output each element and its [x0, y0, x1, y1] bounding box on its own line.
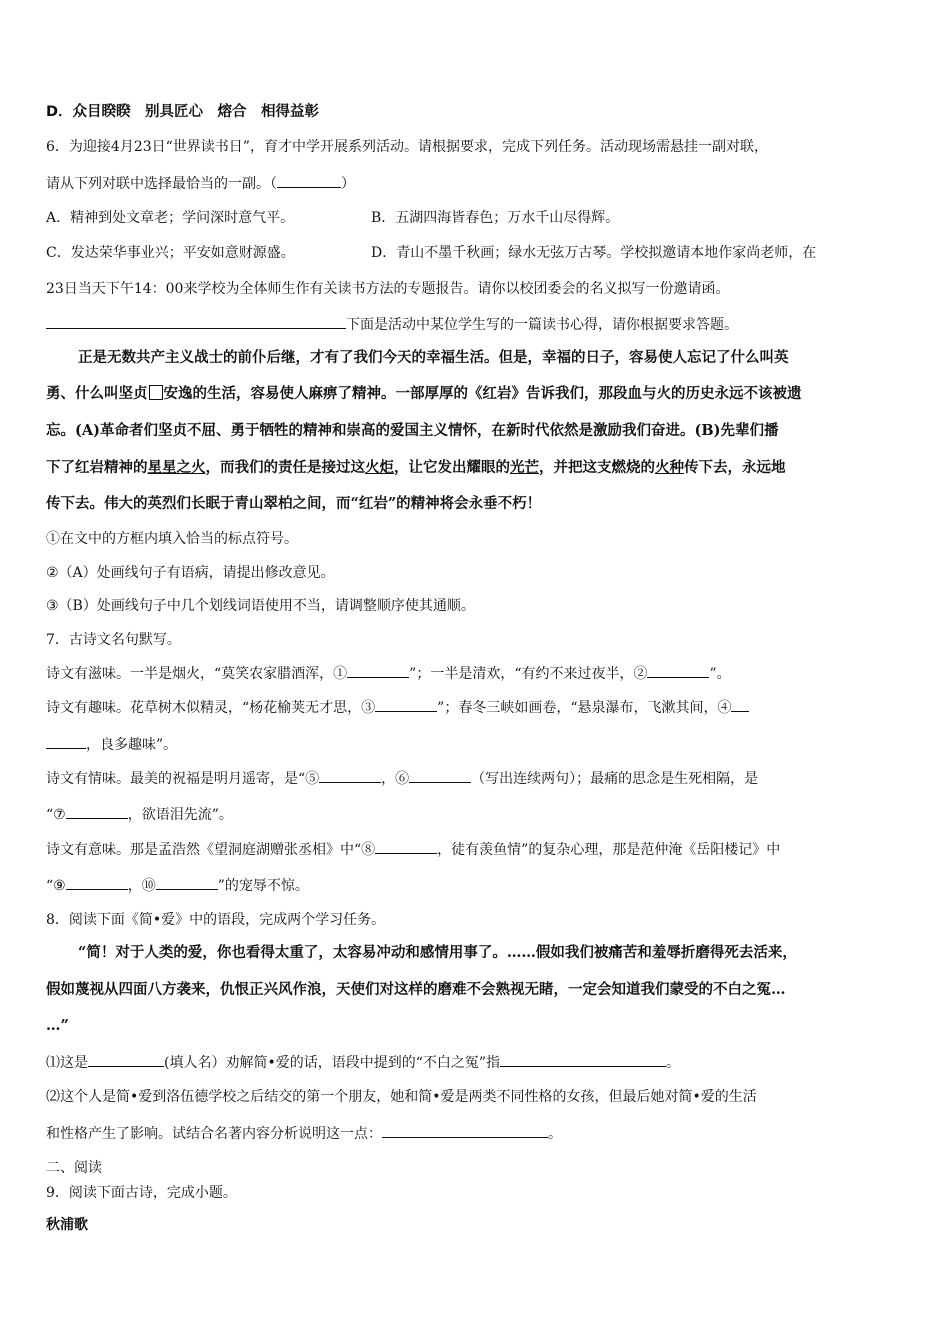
q8-task-1	[46, 1052, 680, 1073]
q7-text: 诗文有滋味。一半是烟火，“莫笑农家腊酒浑，①	[46, 666, 348, 682]
poem-title: 秋浦歌	[46, 1217, 88, 1233]
q7-text: ，徒有羡鱼情”的复杂心理，那是范仲淹《岳阳楼记》中	[437, 842, 781, 858]
underlined-word: 光芒	[510, 459, 539, 476]
essay-text: 安逸的生活，容易使人麻痹了精神。一部厚厚的《红岩》告诉我们，那段血与火的历史永远不该被遗	[163, 385, 802, 402]
q8-text: (填人名）劝解简•爱的话，语段中提到的“不白之冤”指	[164, 1055, 501, 1071]
question-9-title: 9．阅读下面古诗，完成小题。	[46, 1185, 237, 1201]
task-3: ③（B）处画线句子中几个划线词语使用不当，请调整顺序使其通顺。	[46, 598, 475, 614]
answer-blank[interactable]	[277, 173, 341, 188]
q7-text: ，良多趣味”。	[86, 737, 178, 753]
punctuation-box[interactable]	[149, 385, 163, 400]
q6-option-d: D．青山不墨千秋画；绿水无弦万古琴。学校拟邀请本地作家尚老师，在	[371, 245, 817, 261]
q7-text: ，⑩	[127, 878, 156, 894]
q6-choose-close: ）	[341, 176, 355, 192]
q7-line-1	[46, 663, 731, 684]
q6-invitation-task: 23日当天下午14：00来学校为全体师生作有关读书方法的专题报告。请你以校团委会的名义拟写一份邀请函。	[46, 281, 730, 297]
q8-task-2: ⑵这个人是简•爱到洛伍德学校之后结交的第一个朋友，她和简•爱是两类不同性格的女孩，但最后她对简•爱的生活	[46, 1089, 757, 1105]
option-d-text: D．众目睽睽 别具匠心 熔合 相得益彰	[46, 104, 320, 120]
question-7-title: 7．古诗文名句默写。	[46, 632, 181, 648]
answer-blank[interactable]	[66, 875, 128, 890]
q6-reading-intro-text: 下面是活动中某位学生写的一篇读书心得，请你根据要求答题。	[346, 317, 738, 333]
q8-text: 。	[666, 1055, 681, 1071]
essay-text: ，而我们的责任是接过这	[205, 459, 365, 476]
q8-text: 。	[548, 1126, 562, 1142]
q7-text: ”；春冬三峡如画卷，“悬泉瀑布，飞漱其间，④	[437, 700, 732, 716]
essay-para-2	[46, 384, 802, 404]
section-2-heading: 二、阅读	[46, 1160, 102, 1176]
q6-option-b: B．五湖四海皆春色；万水千山尽得辉。	[371, 210, 620, 226]
question-6-stem: 6．为迎接4月23日“世界读书日”，育才中学开展系列活动。请根据要求，完成下列任务。活动现场需悬挂一副对联，	[46, 139, 768, 155]
underlined-word: 火炬	[365, 459, 394, 476]
q8-task-2-cont	[46, 1123, 562, 1144]
jane-eyre-excerpt-3: …”	[46, 1017, 69, 1034]
answer-blank[interactable]	[382, 1123, 548, 1138]
answer-blank[interactable]	[409, 768, 471, 783]
essay-para-4	[46, 458, 786, 478]
answer-blank[interactable]	[88, 1052, 164, 1067]
q7-line-6	[46, 839, 780, 860]
answer-blank[interactable]	[647, 663, 709, 678]
option-d-line	[46, 102, 319, 122]
jane-eyre-excerpt-2: 假如蔑视从四面八方袭来，仇恨正兴风作浪，天使们对这样的磨难不会熟视无睹，一定会知道我们蒙受的不白之冤…	[46, 981, 786, 998]
answer-blank[interactable]	[375, 697, 437, 712]
underlined-word: 火种	[655, 459, 684, 476]
q7-text: ，欲语泪先流”。	[127, 807, 233, 823]
essay-para-3: 忘。(A)革命者们坚贞不屈、勇于牺牲的精神和崇高的爱国主义情怀，在新时代依然是激励我们奋进。(B)先辈们播	[46, 422, 779, 439]
essay-para-5: 传下去。伟大的英烈们长眠于青山翠柏之间，而“红岩”的精神将会永垂不朽！	[46, 495, 542, 512]
essay-para-1: 正是无数共产主义战士的前仆后继，才有了我们今天的幸福生活。但是，幸福的日子，容易使人忘记了什么叫英	[78, 349, 789, 366]
q8-text: 和性格产生了影响。试结合名著内容分析说明这一点：	[46, 1126, 382, 1142]
task-1: ①在文中的方框内填入恰当的标点符号。	[46, 531, 298, 547]
answer-blank[interactable]	[500, 1052, 666, 1067]
q6-option-a: A．精神到处文章老；学问深时意气平。	[46, 210, 295, 226]
essay-text: ，让它发出耀眼的	[394, 459, 510, 476]
q7-line-7	[46, 875, 309, 896]
q7-text: ，⑥	[381, 771, 410, 787]
essay-text: 传下去，永远地	[684, 459, 786, 476]
jane-eyre-excerpt-1: “简！对于人类的爱，你也看得太重了，太容易冲动和感情用事了。……假如我们被痛苦和羞辱折磨得死去活来，	[78, 944, 797, 961]
question-6-choose-line	[46, 173, 355, 194]
task-2: ②（A）处画线句子有语病，请提出修改意见。	[46, 565, 335, 581]
q7-text: 诗文有意味。那是孟浩然《望洞庭湖赠张丞相》中“⑧	[46, 842, 376, 858]
essay-text: 勇、什么叫坚贞	[46, 385, 148, 402]
answer-blank[interactable]	[731, 697, 749, 712]
q7-text: 诗文有趣味。花草树木似精灵，“杨花榆荚无才思，③	[46, 700, 376, 716]
underlined-word: 星星之火	[147, 459, 206, 476]
q7-line-2	[46, 697, 749, 718]
q7-line-3	[46, 734, 177, 755]
question-8-title: 8．阅读下面《简•爱》中的语段，完成两个学习任务。	[46, 912, 386, 928]
q6-choose-text: 请从下列对联中选择最恰当的一副。（	[46, 176, 277, 192]
answer-blank[interactable]	[347, 663, 409, 678]
q7-line-5	[46, 804, 233, 825]
q7-line-4	[46, 768, 758, 789]
q6-option-c: C．发达荣华事业兴；平安如意财源盛。	[46, 245, 295, 261]
answer-blank[interactable]	[66, 804, 128, 819]
answer-blank[interactable]	[319, 768, 381, 783]
q7-text: “⑦	[46, 807, 66, 823]
q7-text: “⑨	[46, 878, 66, 894]
q6-reading-intro	[46, 314, 738, 335]
q7-text: ”；一半是清欢，“有约不来过夜半，②	[409, 666, 648, 682]
answer-blank[interactable]	[156, 875, 218, 890]
q7-text: 诗文有情味。最美的祝福是明月遥寄，是“⑤	[46, 771, 320, 787]
q7-text: ”。	[709, 666, 731, 682]
essay-text: ，并把这支燃烧的	[539, 459, 655, 476]
invitation-answer-blank[interactable]	[46, 314, 346, 329]
q8-text: ⑴这是	[46, 1055, 88, 1071]
essay-text: 下了红岩精神的	[46, 459, 148, 476]
answer-blank[interactable]	[375, 839, 437, 854]
q7-text: ”的宠辱不惊。	[217, 878, 309, 894]
q7-text: （写出连续两句）；最痛的思念是生死相隔，是	[471, 771, 759, 787]
answer-blank[interactable]	[46, 734, 86, 749]
